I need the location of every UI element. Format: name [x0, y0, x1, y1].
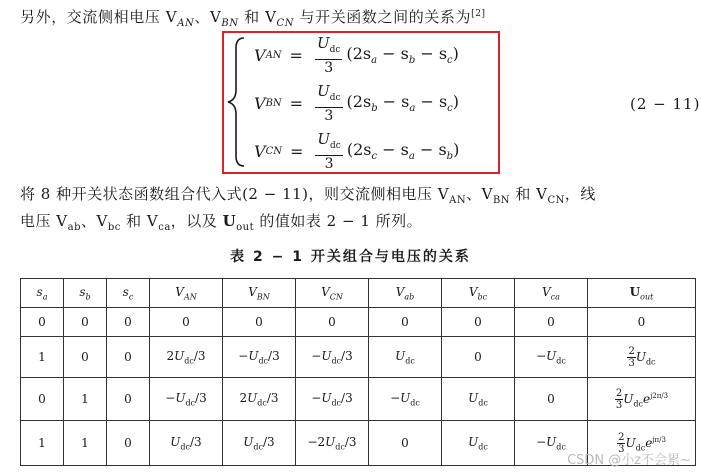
table-header-cell: $U_{out}$	[588, 279, 696, 308]
fraction: $\frac{U_{dc}}{3}$	[317, 129, 341, 172]
table-cell: $-U_{dc}$	[515, 421, 588, 466]
equation-vcn: V CN = $\frac{U_{dc}}{3}$ $(2s_c - s_a - s_b)$	[254, 129, 460, 172]
table-cell: 0	[296, 308, 369, 337]
table-cell: $-U_{dc}$	[515, 337, 588, 378]
table-header-cell: $V_{BN}$	[223, 279, 296, 308]
table-cell: $-U_{dc}$	[369, 378, 442, 421]
table-cell: 0	[588, 308, 696, 337]
table-cell: 0	[369, 421, 442, 466]
paragraph-line-1: 将 8 种开关状态函数组合代入式(2 − 11)，则交流侧相电压 $V_{AN}$、$V_{BN}$ 和 $V_{CN}$，线	[20, 185, 596, 206]
table-cell: 0	[107, 378, 150, 421]
table-cell: 0	[107, 421, 150, 466]
table-body	[21, 308, 696, 466]
table-cell: $-U_{dc}/3$	[223, 337, 296, 378]
fraction: $\frac{U_{dc}}{3}$	[317, 81, 341, 124]
table-header-cell: $s_b$	[64, 279, 107, 308]
table-cell: 0	[21, 378, 64, 421]
table-cell: $2U_{dc}/3$	[223, 378, 296, 421]
table-cell: 0	[107, 337, 150, 378]
table-header-cell: $V_{AN}$	[150, 279, 223, 308]
table-cell: $-U_{dc}/3$	[296, 337, 369, 378]
table-caption: 表 2 − 1 开关组合与电压的关系	[230, 249, 471, 265]
table-cell: 0	[515, 308, 588, 337]
table-header-cell: $s_c$	[107, 279, 150, 308]
table-cell: $U_{dc}$	[442, 378, 515, 421]
table-cell: $-2U_{dc}/3$	[296, 421, 369, 466]
table-cell: $U_{dc}$	[369, 337, 442, 378]
paragraph-line-2: 电压 $V_{ab}$、$V_{bc}$ 和 $V_{ca}$，以及 $U_{out}$ 的值如表 2 − 1 所列。	[20, 212, 423, 233]
table-header-row	[21, 279, 696, 308]
table-cell: 1	[64, 378, 107, 421]
table-cell: 0	[442, 337, 515, 378]
table-header-cell: $V_{ca}$	[515, 279, 588, 308]
table-cell: $U_{dc}/3$	[150, 421, 223, 466]
table-cell: $\frac{2}{3}$ $U_{dc}$	[588, 337, 696, 378]
voltage-table	[20, 278, 696, 466]
table-cell: 0	[442, 308, 515, 337]
table-row	[21, 378, 696, 421]
watermark: CSDN @小z不会累~	[567, 453, 691, 468]
intro-line: 另外，交流侧相电压 $V_{AN}$、$V_{BN}$ 和 $V_{CN}$ 与开关函数之间的关系为[2]	[20, 8, 486, 29]
equation-vbn: V BN = $\frac{U_{dc}}{3}$ $(2s_b - s_a - s_c)$	[254, 81, 460, 124]
table-header-cell: $V_{ab}$	[369, 279, 442, 308]
table-cell: 0	[150, 308, 223, 337]
equation-van: V AN = $\frac{U_{dc}}{3}$ $(2s_a - s_b - s_c)$	[254, 33, 459, 76]
table-cell: $\frac{2}{3}$ $U_{dc}e^{j2\pi/3}$	[588, 378, 696, 421]
table-cell: $-U_{dc}/3$	[150, 378, 223, 421]
table-cell: 0	[223, 308, 296, 337]
table-cell: 0	[515, 378, 588, 421]
table-cell: 0	[64, 337, 107, 378]
table-header-cell: $V_{CN}$	[296, 279, 369, 308]
table-cell: 1	[21, 421, 64, 466]
fraction: $\frac{U_{dc}}{3}$	[316, 33, 341, 76]
table-cell: $U_{dc}/3$	[223, 421, 296, 466]
table-cell: 1	[21, 337, 64, 378]
table-cell: 1	[64, 421, 107, 466]
equation-number: (2 − 11)	[630, 95, 701, 113]
table-cell: $\frac{2}{3}$ $U_{dc}e^{j\pi/3}$	[588, 421, 696, 466]
table-cell: $2U_{dc}/3$	[150, 337, 223, 378]
table-cell: 0	[21, 308, 64, 337]
table-cell: 0	[64, 308, 107, 337]
table-cell: 0	[107, 308, 150, 337]
table-header-cell: $s_a$	[21, 279, 64, 308]
table-row	[21, 308, 696, 337]
table-cell: $-U_{dc}/3$	[296, 378, 369, 421]
left-brace-icon	[222, 32, 248, 172]
table-cell: 0	[369, 308, 442, 337]
equation-highlight-box	[222, 31, 500, 174]
table-header-cell: $V_{bc}$	[442, 279, 515, 308]
table-row	[21, 337, 696, 378]
table-cell: $U_{dc}$	[442, 421, 515, 466]
